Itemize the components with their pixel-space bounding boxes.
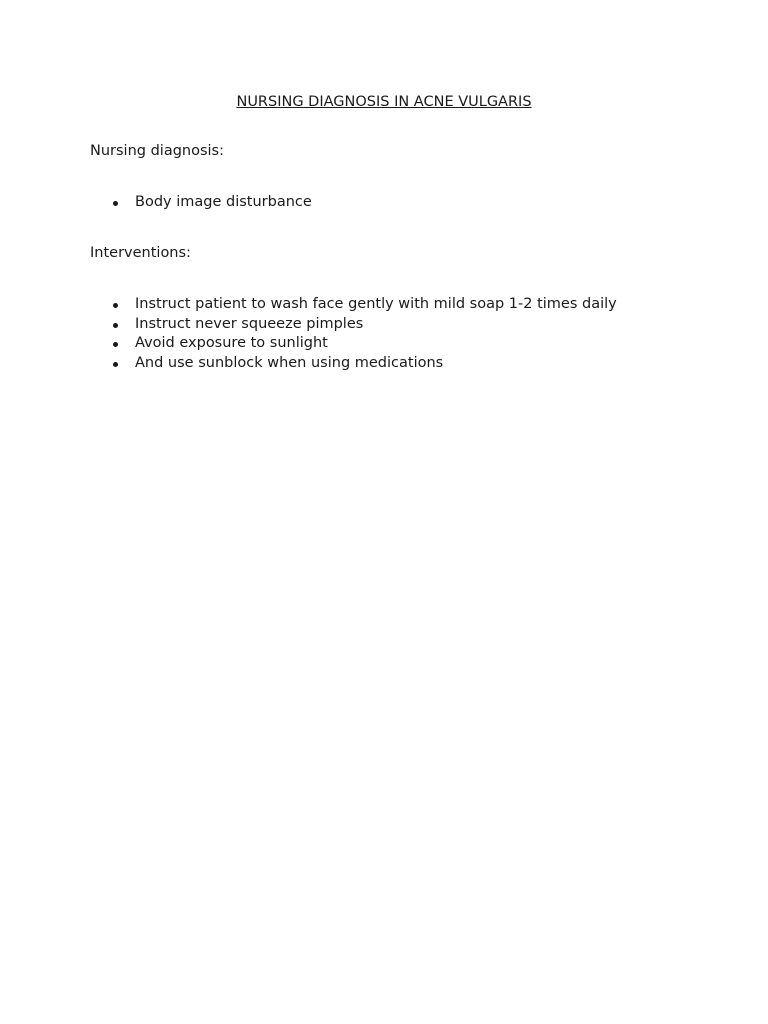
bullet-icon	[113, 303, 118, 308]
nursing-diagnosis-list	[110, 193, 312, 213]
list-item-text: Instruct patient to wash face gently with mild soap 1-2 times daily	[135, 296, 617, 312]
list-item	[110, 354, 617, 374]
bullet-icon	[113, 323, 118, 328]
list-item-text: Avoid exposure to sunlight	[135, 335, 328, 352]
list-item	[110, 315, 617, 335]
list-item	[110, 193, 312, 213]
interventions-list	[110, 295, 617, 374]
section-heading-nursing-diagnosis: Nursing diagnosis:	[90, 143, 224, 159]
list-item-text: And use sunblock when using medications	[135, 355, 444, 372]
bullet-icon	[113, 201, 118, 206]
list-item-text: Instruct never squeeze pimples	[135, 315, 364, 332]
list-item-text: Body image disturbance	[135, 194, 312, 210]
list-item	[110, 295, 617, 315]
document-title: NURSING DIAGNOSIS IN ACNE VULGARIS	[236, 94, 532, 110]
bullet-icon	[113, 362, 118, 367]
list-item	[110, 334, 617, 354]
bullet-icon	[113, 342, 118, 347]
section-heading-interventions: Interventions:	[90, 245, 191, 261]
